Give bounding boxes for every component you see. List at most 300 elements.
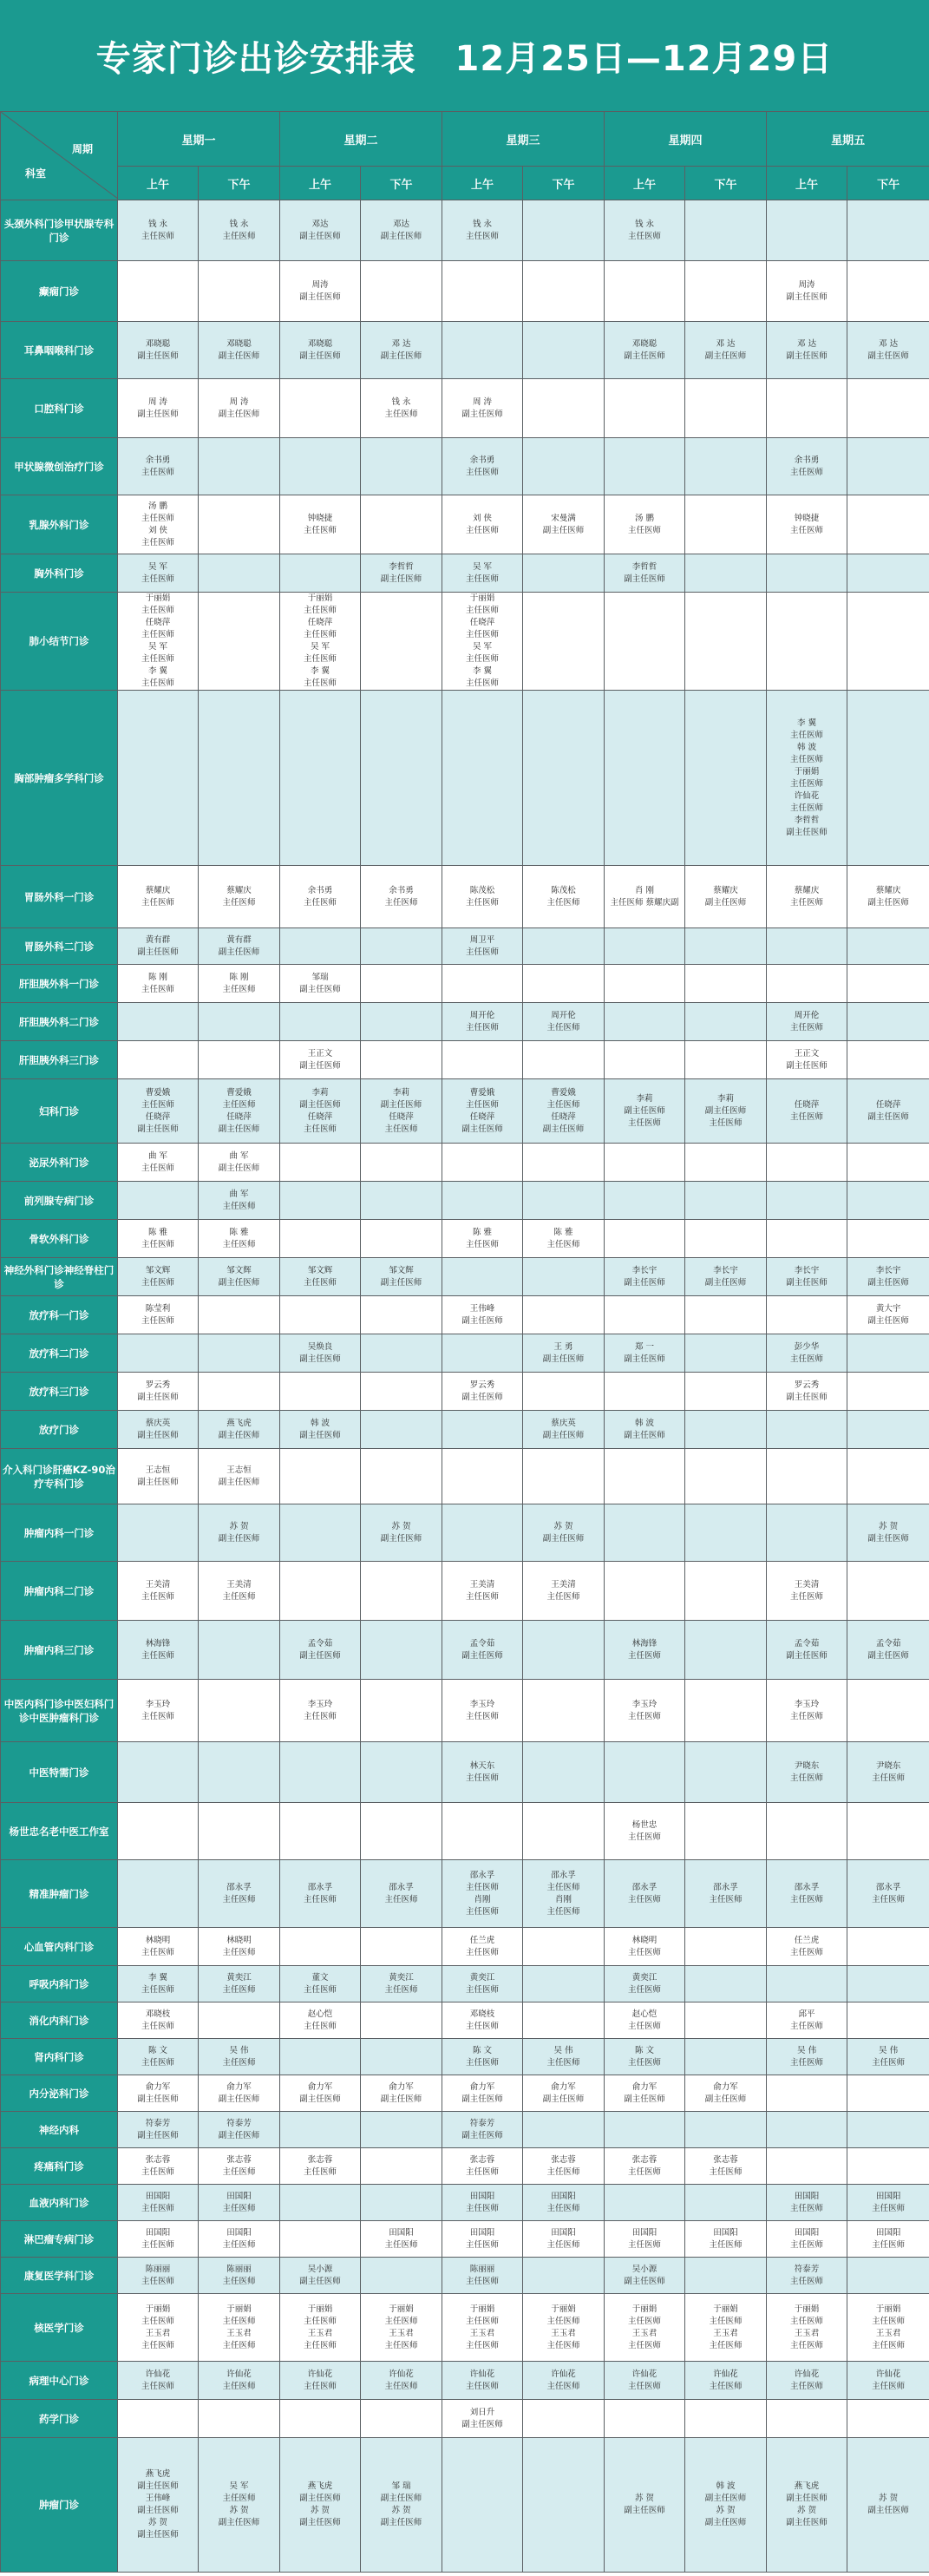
- schedule-cell: 周 涛 副主任医师: [199, 379, 280, 438]
- schedule-cell: 田国阳 主任医师: [847, 2185, 929, 2221]
- dept-name-cell: [1, 1334, 118, 1373]
- schedule-cell: 余书勇 主任医师: [442, 438, 523, 495]
- schedule-cell: [605, 1742, 685, 1803]
- schedule-cell: [199, 2400, 280, 2438]
- schedule-cell: 张志蓉 主任医师: [118, 2148, 199, 2185]
- dept-name-line: 精准肿瘤门诊: [29, 1887, 89, 1900]
- schedule-cell: [280, 2112, 361, 2148]
- schedule-cell: 黄有群 副主任医师: [199, 928, 280, 965]
- schedule-cell: 田国阳 主任医师: [442, 2185, 523, 2221]
- table-row: [1, 554, 929, 593]
- schedule-cell: 邵永孚 主任医师: [767, 1860, 847, 1928]
- dept-name-cell: [1, 1966, 118, 2002]
- table-row: [1, 1860, 929, 1928]
- schedule-cell: 任兰虎 主任医师: [442, 1928, 523, 1966]
- schedule-cell: 吴小源 副主任医师: [280, 2258, 361, 2294]
- schedule-cell: [605, 1562, 685, 1621]
- schedule-cell: 陈 雅 主任医师: [118, 1220, 199, 1258]
- schedule-cell: [523, 1928, 605, 1966]
- schedule-cell: 钟晓捷 主任医师: [767, 495, 847, 554]
- table-row: [1, 593, 929, 691]
- schedule-cell: 李玉玲 主任医师: [767, 1680, 847, 1742]
- dept-name-cell: [1, 322, 118, 379]
- dept-name-line: 淋巴瘤专病门诊: [23, 2232, 95, 2245]
- table-row: [1, 438, 929, 495]
- schedule-cell: 周卫平 主任医师: [442, 928, 523, 965]
- schedule-cell: [847, 1928, 929, 1966]
- dept-name-cell: [1, 2112, 118, 2148]
- schedule-cell: 陈丽丽 主任医师: [118, 2258, 199, 2294]
- schedule-cell: [767, 2112, 847, 2148]
- dept-name-line: 胸外科门诊: [34, 567, 84, 580]
- schedule-cell: 李玉玲 主任医师: [280, 1680, 361, 1742]
- schedule-cell: [685, 2039, 767, 2075]
- schedule-cell: 邹 瑞 副主任医师 苏 贺 副主任医师: [361, 2438, 442, 2573]
- table-row: [1, 1003, 929, 1041]
- schedule-cell: [361, 1003, 442, 1041]
- schedule-cell: [685, 1334, 767, 1373]
- schedule-cell: 钱 永 主任医师: [361, 379, 442, 438]
- schedule-cell: [605, 1003, 685, 1041]
- table-row: [1, 322, 929, 379]
- schedule-cell: [361, 495, 442, 554]
- schedule-cell: 蔡耀庆 副主任医师: [847, 866, 929, 928]
- schedule-cell: 董文 主任医师: [280, 1966, 361, 2002]
- schedule-cell: 俞力军 副主任医师: [199, 2075, 280, 2112]
- day-header-wed: 星期三: [442, 112, 605, 167]
- dept-name-line: 肾内科门诊: [34, 2050, 84, 2063]
- dept-name-line: 放疗门诊: [39, 1423, 79, 1436]
- schedule-cell: 邹文辉 副主任医师: [361, 1258, 442, 1296]
- schedule-cell: [118, 1504, 199, 1562]
- schedule-cell: 蔡耀庆 主任医师: [199, 866, 280, 928]
- table-row: [1, 1504, 929, 1562]
- schedule-cell: 邵永孚 主任医师: [605, 1860, 685, 1928]
- table-row: [1, 2112, 929, 2148]
- schedule-cell: 邓 达 副主任医师: [767, 322, 847, 379]
- schedule-cell: [605, 1504, 685, 1562]
- schedule-cell: [685, 1296, 767, 1334]
- schedule-cell: [847, 1803, 929, 1860]
- schedule-cell: 黄有群 副主任医师: [118, 928, 199, 965]
- schedule-cell: 李长宇 副主任医师: [605, 1258, 685, 1296]
- schedule-cell: 陈丽丽 主任医师: [442, 2258, 523, 2294]
- schedule-cell: 周开伦 主任医师: [767, 1003, 847, 1041]
- schedule-cell: [361, 691, 442, 866]
- dept-name-cell: [1, 1144, 118, 1182]
- schedule-cell: [523, 1041, 605, 1079]
- table-row: [1, 1621, 929, 1680]
- dept-name-line: 药学门诊: [39, 2412, 79, 2425]
- schedule-cell: [280, 1144, 361, 1182]
- dept-name-cell: [1, 2400, 118, 2438]
- schedule-cell: 曹爱娥 主任医师 任晓萍 副主任医师: [442, 1079, 523, 1144]
- schedule-cell: [442, 261, 523, 322]
- schedule-cell: [118, 1182, 199, 1220]
- schedule-cell: [442, 1041, 523, 1079]
- schedule-cell: [199, 1373, 280, 1411]
- schedule-cell: [685, 1144, 767, 1182]
- schedule-cell: [523, 1449, 605, 1504]
- schedule-cell: [685, 2112, 767, 2148]
- schedule-cell: [361, 2400, 442, 2438]
- schedule-cell: 吴 伟 主任医师: [199, 2039, 280, 2075]
- schedule-cell: 于丽娟 主任医师 王玉君 主任医师: [767, 2294, 847, 2362]
- schedule-cell: 钱 永 主任医师: [118, 200, 199, 261]
- dept-name-cell: [1, 1680, 118, 1742]
- schedule-cell: [361, 1621, 442, 1680]
- schedule-cell: [361, 1562, 442, 1621]
- schedule-cell: 陈莹利 主任医师: [118, 1296, 199, 1334]
- dept-name-line: 癫痫门诊: [39, 285, 79, 298]
- dept-name-cell: [1, 261, 118, 322]
- schedule-cell: [361, 1144, 442, 1182]
- dept-name-line: 肿瘤内科一门诊: [23, 1526, 95, 1539]
- schedule-cell: [442, 1504, 523, 1562]
- schedule-cell: [767, 200, 847, 261]
- schedule-cell: [605, 1182, 685, 1220]
- schedule-cell: [605, 1449, 685, 1504]
- schedule-cell: [442, 1334, 523, 1373]
- schedule-cell: [523, 1621, 605, 1680]
- dept-name-cell: [1, 1003, 118, 1041]
- schedule-cell: [442, 965, 523, 1003]
- schedule-cell: 田国阳 主任医师: [605, 2221, 685, 2258]
- schedule-cell: 符泰芳 副主任医师: [118, 2112, 199, 2148]
- schedule-cell: [685, 1373, 767, 1411]
- schedule-cell: [685, 1966, 767, 2002]
- schedule-cell: [685, 495, 767, 554]
- schedule-cell: [361, 1220, 442, 1258]
- schedule-cell: 田国阳 主任医师: [199, 2221, 280, 2258]
- schedule-cell: 陈 雅 主任医师: [442, 1220, 523, 1258]
- schedule-cell: [685, 379, 767, 438]
- dept-name-line: 神经内科: [39, 2123, 79, 2136]
- schedule-cell: 邓晓聪 副主任医师: [118, 322, 199, 379]
- schedule-cell: 邓晓枝 主任医师: [442, 2002, 523, 2039]
- schedule-cell: 余书勇 主任医师: [361, 866, 442, 928]
- schedule-cell: [280, 1296, 361, 1334]
- corner-period-label: 周期: [71, 143, 93, 155]
- schedule-cell: 任晓萍 副主任医师: [847, 1079, 929, 1144]
- schedule-cell: 俞力军 副主任医师: [523, 2075, 605, 2112]
- schedule-cell: 王志恒 副主任医师: [199, 1449, 280, 1504]
- schedule-cell: [199, 1003, 280, 1041]
- dept-name-line: 放疗科三门诊: [29, 1385, 89, 1398]
- schedule-cell: 周涛 副主任医师: [767, 261, 847, 322]
- table-row: [1, 1258, 929, 1296]
- schedule-cell: [847, 593, 929, 691]
- schedule-cell: [361, 1411, 442, 1449]
- schedule-cell: 曹爱娥 主任医师 任晓萍 副主任医师: [118, 1079, 199, 1144]
- dept-name-cell: [1, 928, 118, 965]
- schedule-cell: 苏 贺 副主任医师: [847, 1504, 929, 1562]
- schedule-cell: 蔡耀庆 主任医师: [767, 866, 847, 928]
- dept-name-cell: [1, 1449, 118, 1504]
- schedule-cell: 吴焕良 副主任医师: [280, 1334, 361, 1373]
- schedule-cell: [605, 1041, 685, 1079]
- schedule-cell: [361, 1296, 442, 1334]
- dept-name-cell: [1, 1041, 118, 1079]
- schedule-cell: 于丽娟 主任医师 王玉君 主任医师: [118, 2294, 199, 2362]
- schedule-cell: [199, 1680, 280, 1742]
- schedule-cell: [605, 379, 685, 438]
- schedule-cell: 周 涛 副主任医师: [442, 379, 523, 438]
- schedule-cell: 邓 达 副主任医师: [361, 322, 442, 379]
- schedule-cell: [361, 1742, 442, 1803]
- schedule-cell: [523, 1296, 605, 1334]
- table-row: [1, 1803, 929, 1860]
- schedule-cell: 许仙花 主任医师: [847, 2362, 929, 2400]
- schedule-cell: [605, 2185, 685, 2221]
- schedule-cell: [847, 1373, 929, 1411]
- dept-name-line: 杨世忠名老中医工作室: [9, 1825, 109, 1838]
- schedule-cell: 吴 伟 主任医师: [767, 2039, 847, 2075]
- schedule-cell: [605, 1220, 685, 1258]
- schedule-cell: 于丽娟 主任医师 王玉君 主任医师: [523, 2294, 605, 2362]
- schedule-body: [1, 200, 929, 2573]
- schedule-cell: 林天东 主任医师: [442, 1742, 523, 1803]
- schedule-cell: 周涛 副主任医师: [280, 261, 361, 322]
- schedule-cell: 许仙花 主任医师: [523, 2362, 605, 2400]
- schedule-cell: 田国阳 主任医师: [767, 2221, 847, 2258]
- schedule-cell: [361, 1928, 442, 1966]
- table-row: [1, 2039, 929, 2075]
- dept-name-line: 血液内科门诊: [29, 2196, 89, 2209]
- schedule-cell: 于丽娟 主任医师 王玉君 主任医师: [605, 2294, 685, 2362]
- schedule-cell: 陈 文 主任医师: [442, 2039, 523, 2075]
- schedule-cell: [685, 2400, 767, 2438]
- dept-name-line: 妇科门诊: [39, 1104, 79, 1118]
- table-row: [1, 200, 929, 261]
- dept-name-cell: [1, 2294, 118, 2362]
- schedule-cell: 蔡耀庆 主任医师: [118, 866, 199, 928]
- header-corner: [1, 112, 118, 200]
- schedule-cell: [523, 554, 605, 593]
- dept-name-line: 肝胆胰外科二门诊: [19, 1015, 99, 1028]
- schedule-cell: 田国阳 主任医师: [685, 2221, 767, 2258]
- schedule-cell: [605, 438, 685, 495]
- schedule-cell: 孟令茹 副主任医师: [847, 1621, 929, 1680]
- schedule-cell: [361, 2039, 442, 2075]
- schedule-cell: 俞力军 副主任医师: [280, 2075, 361, 2112]
- dept-name-line: 口腔科门诊: [34, 402, 84, 415]
- schedule-cell: 陈 文 主任医师: [605, 2039, 685, 2075]
- schedule-cell: [280, 691, 361, 866]
- schedule-cell: [361, 1680, 442, 1742]
- schedule-cell: 吴 军 主任医师 苏 贺 副主任医师: [199, 2438, 280, 2573]
- dept-name-cell: [1, 965, 118, 1003]
- schedule-cell: 邹文辉 主任医师: [280, 1258, 361, 1296]
- dept-name-cell: [1, 495, 118, 554]
- schedule-cell: 林晓明 主任医师: [118, 1928, 199, 1966]
- dept-name-line: 疼痛科门诊: [34, 2160, 84, 2173]
- schedule-cell: 王正文 副主任医师: [280, 1041, 361, 1079]
- dept-name-cell: [1, 2221, 118, 2258]
- table-row: [1, 1079, 929, 1144]
- schedule-cell: 周开伦 主任医师: [523, 1003, 605, 1041]
- dept-name-line: 肿瘤门诊: [39, 2499, 79, 2511]
- day-header-row: [1, 112, 929, 167]
- dept-name-line: 肝胆胰外科三门诊: [19, 1053, 99, 1066]
- table-row: [1, 1680, 929, 1742]
- schedule-cell: 钱 永 主任医师: [442, 200, 523, 261]
- schedule-cell: 杨世忠 主任医师: [605, 1803, 685, 1860]
- schedule-cell: 李玉玲 主任医师: [442, 1680, 523, 1742]
- dept-name-line: 胸部肿瘤多学科门诊: [14, 771, 104, 784]
- dept-name-cell: [1, 554, 118, 593]
- schedule-cell: [280, 1928, 361, 1966]
- schedule-cell: [361, 2258, 442, 2294]
- schedule-cell: [685, 1621, 767, 1680]
- schedule-cell: 任晓萍 主任医师: [767, 1079, 847, 1144]
- schedule-cell: [280, 554, 361, 593]
- schedule-cell: 符泰芳 副主任医师: [442, 2112, 523, 2148]
- dept-name-line: 中医肿瘤科门诊: [29, 1711, 99, 1724]
- table-row: [1, 2294, 929, 2362]
- schedule-cell: 邵永孚 主任医师: [199, 1860, 280, 1928]
- schedule-cell: 韩 波 副主任医师: [280, 1411, 361, 1449]
- dept-name-cell: [1, 1220, 118, 1258]
- schedule-cell: 李 翼 主任医师: [118, 1966, 199, 2002]
- half-header-row: [1, 167, 929, 200]
- schedule-cell: 陈 刚 主任医师: [199, 965, 280, 1003]
- dept-name-cell: [1, 379, 118, 438]
- schedule-cell: [847, 965, 929, 1003]
- schedule-cell: [605, 1144, 685, 1182]
- schedule-cell: [523, 1182, 605, 1220]
- dept-name-cell: [1, 2002, 118, 2039]
- dept-name-cell: [1, 1079, 118, 1144]
- schedule-cell: [442, 322, 523, 379]
- schedule-cell: 于丽娟 主任医师 王玉君 主任医师: [280, 2294, 361, 2362]
- schedule-cell: [767, 1144, 847, 1182]
- schedule-cell: [605, 261, 685, 322]
- schedule-cell: [280, 1742, 361, 1803]
- dept-name-line: 胃肠外科二门诊: [23, 940, 95, 953]
- schedule-cell: [767, 1411, 847, 1449]
- dept-name-line: 内分泌科门诊: [29, 2087, 89, 2100]
- schedule-cell: 尹晓东 主任医师: [847, 1742, 929, 1803]
- table-row: [1, 1562, 929, 1621]
- dept-name-line: 肝癌KZ-90治疗专科门诊: [34, 1463, 115, 1490]
- schedule-cell: [361, 2002, 442, 2039]
- schedule-cell: 孟令茹 副主任医师: [767, 1621, 847, 1680]
- table-row: [1, 379, 929, 438]
- schedule-cell: 邵永孚 主任医师 肖刚 主任医师: [523, 1860, 605, 1928]
- schedule-cell: 邵永孚 主任医师: [280, 1860, 361, 1928]
- dept-name-cell: [1, 1803, 118, 1860]
- schedule-cell: [442, 1449, 523, 1504]
- schedule-cell: [847, 1449, 929, 1504]
- schedule-cell: 田国阳 主任医师: [199, 2185, 280, 2221]
- dept-name-cell: [1, 2362, 118, 2400]
- schedule-cell: 宋曼满 副主任医师: [523, 495, 605, 554]
- schedule-cell: [685, 1182, 767, 1220]
- schedule-cell: [847, 1680, 929, 1742]
- schedule-cell: [685, 1411, 767, 1449]
- schedule-cell: 王 勇 副主任医师: [523, 1334, 605, 1373]
- schedule-cell: [523, 2258, 605, 2294]
- schedule-cell: [523, 1803, 605, 1860]
- schedule-cell: [523, 2400, 605, 2438]
- schedule-cell: [523, 1680, 605, 1742]
- schedule-cell: 王正文 副主任医师: [767, 1041, 847, 1079]
- schedule-cell: 苏 贺 副主任医师: [847, 2438, 929, 2573]
- title-bar: [0, 0, 929, 111]
- schedule-cell: [685, 1041, 767, 1079]
- table-row: [1, 1373, 929, 1411]
- schedule-cell: 张志蓉 主任医师: [685, 2148, 767, 2185]
- schedule-cell: 钱 永 主任医师: [199, 200, 280, 261]
- schedule-cell: [523, 1373, 605, 1411]
- schedule-cell: 赵心恺 主任医师: [605, 2002, 685, 2039]
- schedule-cell: [847, 2148, 929, 2185]
- schedule-cell: [847, 1334, 929, 1373]
- schedule-cell: 苏 贺 副主任医师: [361, 1504, 442, 1562]
- schedule-cell: [767, 928, 847, 965]
- day-header-tue: 星期二: [280, 112, 442, 167]
- schedule-cell: 李哲哲 副主任医师: [605, 554, 685, 593]
- schedule-cell: 刘日升 副主任医师: [442, 2400, 523, 2438]
- dept-name-line: 骨软外科门诊: [29, 1232, 89, 1245]
- schedule-cell: [847, 2112, 929, 2148]
- schedule-cell: 田国阳 主任医师: [767, 2185, 847, 2221]
- schedule-cell: 张志蓉 主任医师: [523, 2148, 605, 2185]
- schedule-cell: [847, 261, 929, 322]
- schedule-cell: 吴小源 副主任医师: [605, 2258, 685, 2294]
- dept-name-cell: [1, 1296, 118, 1334]
- schedule-cell: [605, 2112, 685, 2148]
- schedule-cell: [605, 691, 685, 866]
- pm-header: 下午: [361, 167, 442, 200]
- schedule-cell: 于丽娟 主任医师 王玉君 主任医师: [685, 2294, 767, 2362]
- dept-name-cell: [1, 1562, 118, 1621]
- schedule-cell: [199, 1621, 280, 1680]
- schedule-cell: [847, 1562, 929, 1621]
- schedule-cell: 尹晓东 主任医师: [767, 1742, 847, 1803]
- schedule-cell: [767, 1803, 847, 1860]
- am-header: 上午: [767, 167, 847, 200]
- schedule-cell: 蔡庆英 副主任医师: [523, 1411, 605, 1449]
- schedule-cell: 邹文辉 主任医师: [118, 1258, 199, 1296]
- dept-name-cell: [1, 2039, 118, 2075]
- schedule-cell: [685, 1504, 767, 1562]
- schedule-cell: 李哲哲 副主任医师: [361, 554, 442, 593]
- am-header: 上午: [605, 167, 685, 200]
- schedule-cell: [605, 928, 685, 965]
- schedule-cell: 田国阳 主任医师: [523, 2221, 605, 2258]
- schedule-cell: [118, 691, 199, 866]
- schedule-cell: 曲 军 副主任医师: [199, 1144, 280, 1182]
- schedule-cell: 田国阳 主任医师: [118, 2221, 199, 2258]
- dept-name-line: 肺小结节门诊: [29, 635, 89, 647]
- dept-name-cell: [1, 438, 118, 495]
- dept-name-line: 放疗科一门诊: [29, 1308, 89, 1321]
- schedule-cell: 于丽娟 主任医师 任晓萍 主任医师 吴 军 主任医师 李 翼 主任医师: [442, 593, 523, 691]
- dept-name-line: 耳鼻咽喉科门诊: [23, 344, 95, 357]
- schedule-cell: [118, 1334, 199, 1373]
- schedule-cell: [847, 1041, 929, 1079]
- table-row: [1, 2258, 929, 2294]
- schedule-cell: 王美清 主任医师: [523, 1562, 605, 1621]
- dept-name-line: 肝胆胰外科一门诊: [19, 977, 99, 990]
- schedule-cell: 李玉玲 主任医师: [118, 1680, 199, 1742]
- schedule-cell: [199, 554, 280, 593]
- schedule-cell: 符泰芳 副主任医师: [199, 2112, 280, 2148]
- schedule-cell: [847, 554, 929, 593]
- schedule-cell: 林海锋 主任医师: [118, 1621, 199, 1680]
